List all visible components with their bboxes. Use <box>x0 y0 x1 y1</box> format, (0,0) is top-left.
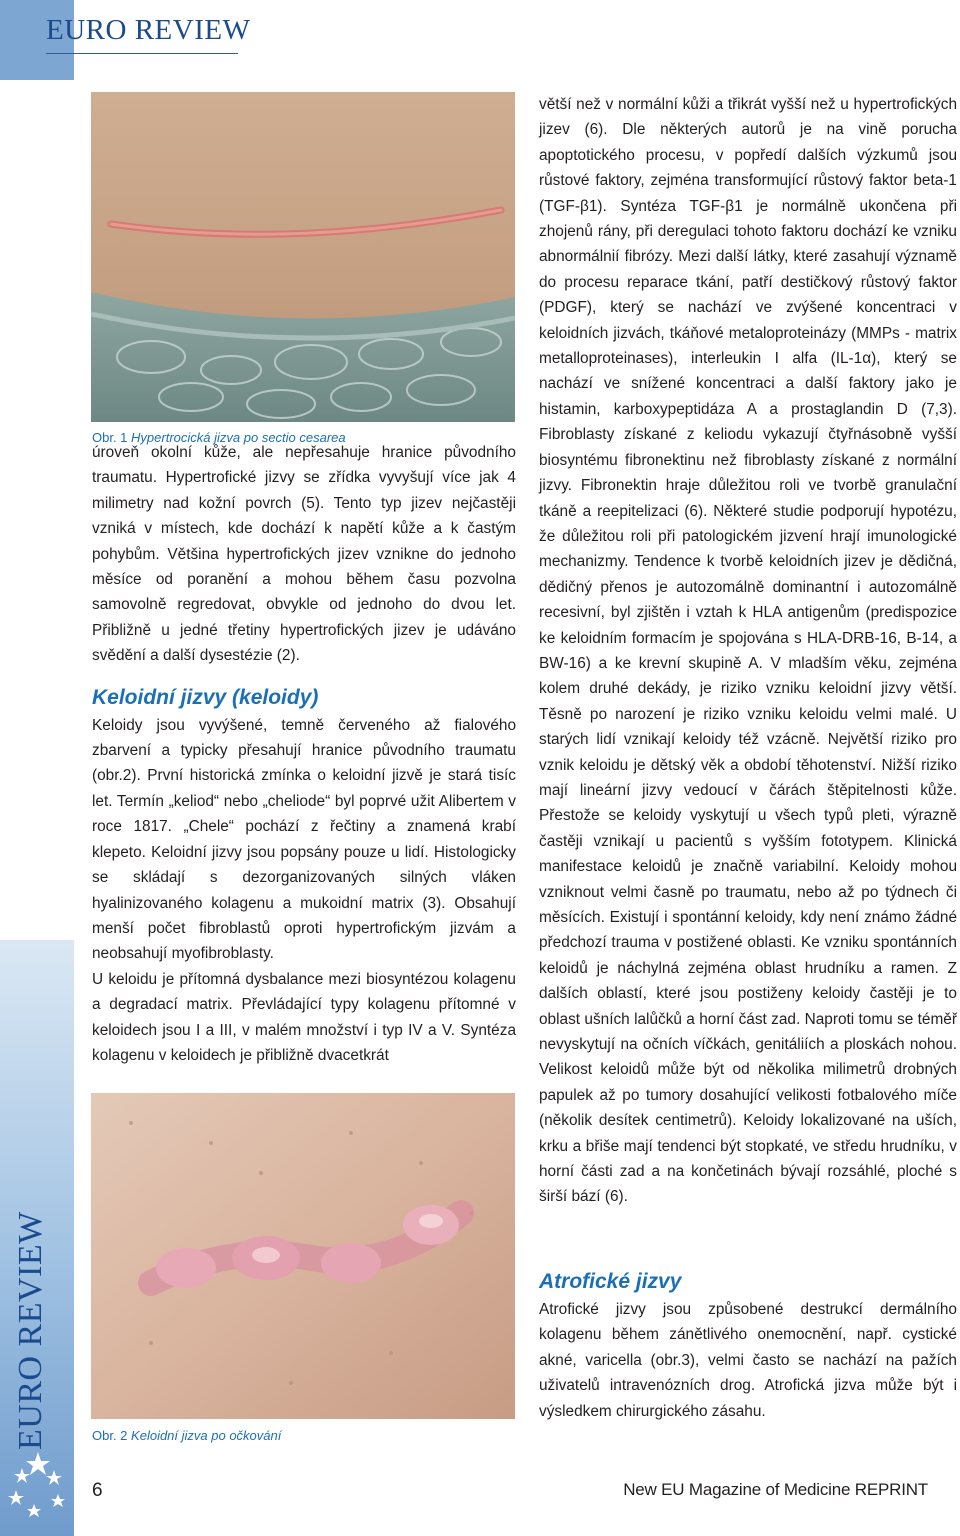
heading-keloid: Keloidní jizvy (keloidy) <box>92 685 319 709</box>
figure-1-image <box>91 92 515 422</box>
heading-atrophic: Atrofické jizvy <box>539 1270 682 1293</box>
figure-2-illustration <box>91 1093 515 1419</box>
figure-2-image <box>91 1093 515 1419</box>
sidebar-vertical-title: EURO REVIEW <box>12 1211 49 1450</box>
magazine-title: EURO REVIEW <box>46 14 238 54</box>
paragraph-hypertrophic: úroveň okolní kůže, ale nepřesahuje hranice původního traumatu. Hypertrofické jizvy se zřídka vyvyšují více jak 4 milimetry nad kožní povrch (5). Tento typ jizev nejčastěji vzniká v místech, kde dochází k napětí kůže a k častým pohybům. Většina hypertrofických jizev vznikne do jednoho měsíce od poranění a mohou během času pozvolna samovolně regredovat, obvykle od jednoho do dvou let. Přibližně u jedné třetiny hypertrofických jizev je udáváno svědění a další dysestézie (2). <box>92 444 516 665</box>
page-number: 6 <box>92 1480 103 1501</box>
figure-2-caption: Obr. 2 Keloidní jizva po očkování <box>92 1428 282 1443</box>
paragraph-keloid-intro: Keloidy jsou vyvýšené, temně červeného až fialového zbarvení a typicky přesahují hranice původního traumatu (obr.2). První historická zmínka o keloidní jizvě je stará tisíc let. Termín „keliod“ nebo „cheliode“ byl poprvé užit Alibertem v roce 1817. „Chele“ pochází z řečtiny a znamená krabí klepeto. Keloidní jizvy jsou popsány pouze u lidí. Histologicky se skládají s dezorganizovaných silných vláken hyalinizovaného kolagenu a mukoidní matrix (3). Obsahují menší počet fibroblastů oproti hypertrofickým jizvám a neobsahují myofibroblasty. <box>92 716 516 963</box>
right-column <box>539 92 957 1210</box>
magazine-footer: New EU Magazine of Medicine REPRINT <box>623 1480 928 1499</box>
paragraph-atrophic: Atrofické jizvy jsou způsobené destrukcí dermálního kolagenu během zánětlivého onemocnění, např. cystické akné, varicella (obr.3), velmi často se nachází na pažích uživatelů intravenózních drog. Atrofická jizva může být i výsledkem chirurgického zásahu. <box>539 1301 957 1420</box>
right-column-lower <box>539 1297 957 1424</box>
left-column <box>92 440 516 1068</box>
paragraph-keloid-collagen: U keloidu je přítomná dysbalance mezi biosyntézou kolagenu a degradací matrix. Převládající typy kolagenu přítomné v keloidech jsou I a III, v malém množství i typ IV a V. Syntéza kolagenu v keloidech je přibližně dvacetkrát <box>92 970 516 1064</box>
sidebar <box>0 0 74 1536</box>
stars-icon <box>8 1448 68 1528</box>
paragraph-keloid-pathogenesis: větší než v normální kůži a třikrát vyšší než u hypertrofických jizev (6). Dle některých autorů je na vině porucha apoptotického procesu, v popředí dalších výzkumů jsou růstové faktory, zejména transformující růstový faktor beta-1 (TGF-β1). Syntéza TGF-β1 je normálně ukončena při zhojenů rány, při deregulaci tohoto faktoru dochází ke vzniku abnormálnií fibrózy. Mezi další látky, které zasahují významě do procesu reparace tkání, patří destičkový růstový faktor (PDGF), který se nachází ve zvýšené koncentraci v keloidních jizvách, tkáňové metaloproteinázy (MMPs - matrix metalloproteinases), interleukin I alfa (IL-1α), který se nachází ve snížené koncentraci a další faktory jako je histamin, karboxypeptidáza A a prostaglandin D (7,3). Fibroblasty získané z keliodu vykazují čtyřnásobně vyšší biosyntému fibronektinu než fibroblasty získané z normální jizvy. Fibronektin hraje důležitou roli ve tvorbě granulační tkáně a reepitelizaci (6). Některé studie podporují hypotézu, že důležitou roli při patologickém jizvení hrají imunologické mechanizmy. Tendence k tvorbě keloidních jizev je dědičná, dědičný přenos je autozomálně dominantní i autozomálně recesivní, byl zjištěn i vztah k HLA antigenům (predispozice ke keloidním formacím je spojována s HLA-DRB-16, B-14, a BW-16) a ke krevní skupině A. V mladším věku, zejména kolem druhé dekády, je riziko vzniku keloidní jizvy větší. Těsně po narození je riziko vzniku keloidu velmi malé. U starých lidí vznikají keloidy též vzácně. Největší riziko pro vznik keloidu je dětský věk a období těhotenství. Nižší riziko mají lineární jizvy vedoucí v čárách štěpitelnosti kůže. Přestože se keloidy vyskytují u všech typů pleti, výrazně častěji vznikají u pacientů s vyšším fototypem. Klinická manifestace keloidů je značně variabilní. Keloidy mohou vzniknout velmi časně po traumatu, nebo až po týdnech či měsících. Existují i spontánní keloidy, kdy není známo žádné předchozí trauma v postižené oblasti. Ke vzniku spontánních keloidů je náchylná zejména oblast hrudníku a ramen. Z dalších oblastí, které jsou postiženy keloidy častěji je to oblast ušních lalůčků a horní část zad. Naproti tomu se téměř nevyskytují na očních víčkách, genitáliích a ploskách nohou. Velikost keloidů může být od několika milimetrů drobných papulek až po tumory dosahující velikosti fotbalového míče (několik desítek centimetrů). Keloidy lokalizované na uších, krku a břiše mají tendenci být stopkaté, ve středu hrudníku, v horní části zad a na končetinách bývají rozsáhlé, ploché s širší bází (6). <box>539 96 957 1206</box>
figure-1-caption: Obr. 1 Hypertrocická jizva po sectio cesarea <box>92 430 346 445</box>
figure-1-illustration <box>91 92 515 422</box>
